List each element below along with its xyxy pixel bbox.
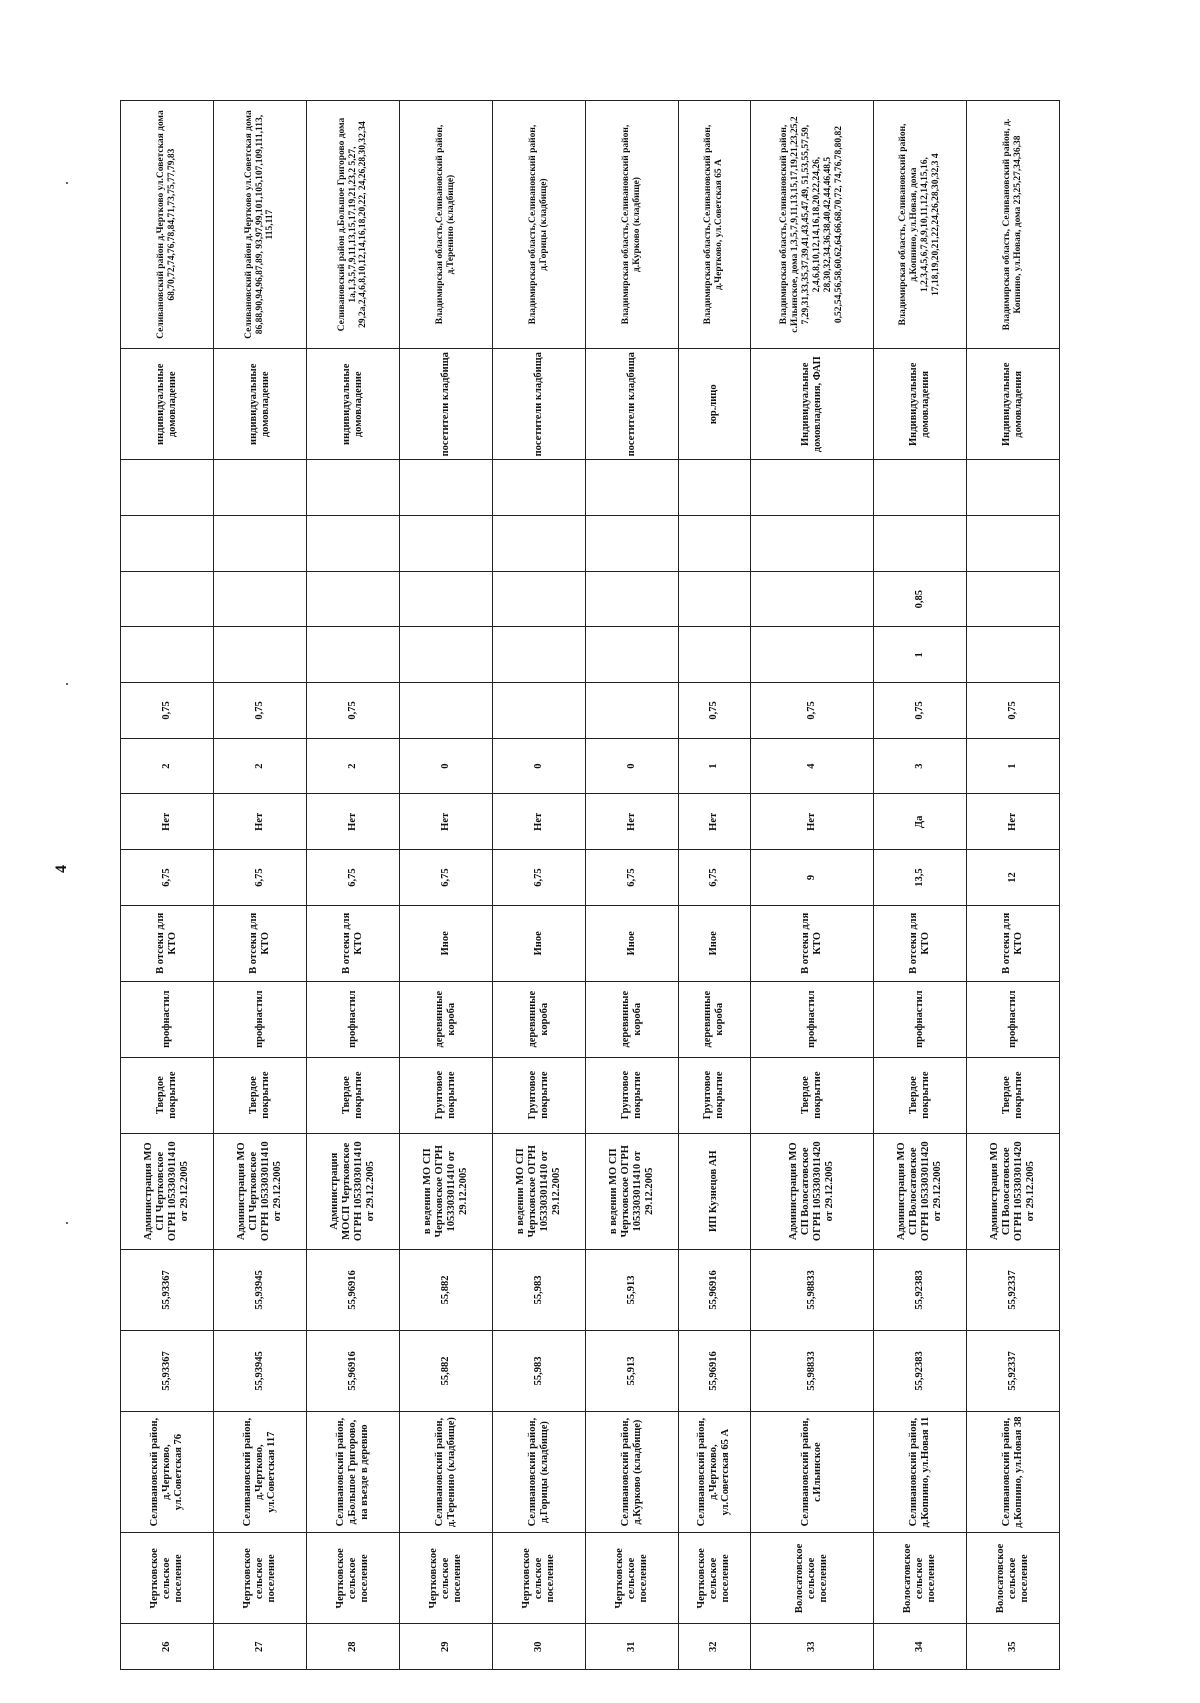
table-row (873, 101, 966, 1670)
row-number: 26 (121, 1624, 214, 1670)
surface-cell: Грунтовое покрытие (492, 1057, 585, 1133)
empty-cell-b (966, 460, 1059, 516)
extra-count-cell: 1 (873, 627, 966, 683)
area-cell: 6,75 (306, 850, 399, 906)
table-row (306, 101, 399, 1670)
area-cell: 6,75 (399, 850, 492, 906)
fence-cell: профнастил (873, 981, 966, 1057)
location-cell: Селивановский район, д.Чертково, ул.Советская 117 (213, 1411, 306, 1532)
surface-cell: Твердое покрытие (750, 1057, 873, 1133)
latitude-cell: 55,882 (399, 1330, 492, 1411)
users-cell: индивидуальные домовладение (213, 349, 306, 460)
empty-cell-a (492, 516, 585, 572)
fence-cell: деревянные короба (399, 981, 492, 1057)
row-number: 29 (399, 1624, 492, 1670)
extra-volume-cell (121, 571, 214, 627)
canopy-cell: Нет (399, 794, 492, 850)
empty-cell-b (213, 460, 306, 516)
volume-cell: 0,75 (678, 683, 750, 739)
empty-cell-a (750, 516, 873, 572)
surface-cell: Твердое покрытие (213, 1057, 306, 1133)
table-row (399, 101, 492, 1670)
surface-cell: Грунтовое покрытие (585, 1057, 678, 1133)
row-number: 35 (966, 1624, 1059, 1670)
addresses-cell: Селивановский район д.Чертково ул.Советская дома 68,70,72,74,76,78,84,71,73,75,77,79,83 (121, 101, 214, 349)
area-cell: 6,75 (678, 850, 750, 906)
canopy-cell: Нет (121, 794, 214, 850)
count-cell: 1 (966, 738, 1059, 794)
fence-cell: профнастил (750, 981, 873, 1057)
volume-cell: 0,75 (966, 683, 1059, 739)
settlement-cell: Чертковское сельское поселение (678, 1533, 750, 1624)
latitude-cell: 55,96916 (306, 1330, 399, 1411)
location-cell: Селивановский район, д.Большое Григорово, на въезде в деревню (306, 1411, 399, 1532)
location-cell: Селивановский район, д.Чертково, ул.Советская 65 А (678, 1411, 750, 1532)
settlement-cell: Волосатовское сельское поселение (750, 1533, 873, 1624)
owner-cell: в ведении МО СП Чертковское ОГРН 1053303011410 от 29.12.2005 (492, 1133, 585, 1249)
canopy-cell: Нет (306, 794, 399, 850)
extra-count-cell (399, 627, 492, 683)
page-number: 4 (53, 865, 70, 873)
users-cell: посетители кладбища (585, 349, 678, 460)
extra-volume-cell (966, 571, 1059, 627)
row-number: 30 (492, 1624, 585, 1670)
count-cell: 2 (306, 738, 399, 794)
extra-volume-cell (306, 571, 399, 627)
count-cell: 2 (121, 738, 214, 794)
fence-cell: профнастил (306, 981, 399, 1057)
owner-cell: в ведении МО СП Чертковское ОГРН 1053303011410 от 29.12.2005 (399, 1133, 492, 1249)
longitude-cell: 55,96916 (678, 1249, 750, 1330)
fence-cell: деревянные короба (678, 981, 750, 1057)
empty-cell-b (873, 460, 966, 516)
location-cell: Селивановский район, д.Курково (кладбище) (585, 1411, 678, 1532)
empty-cell-a (399, 516, 492, 572)
users-cell: Индивидуальные домовладения (873, 349, 966, 460)
addresses-cell: Селивановский район д.Большое Григорово дома 1а,1,3,5,7,9,11,13,15,17,19,21,23,2 5,27, 29,2а,2,4,6,8,10,12,14,16,18,20,22, 24,26,28,30,32,34 (306, 101, 399, 349)
extra-count-cell (678, 627, 750, 683)
owner-cell: Администрация МО СП Чертковское ОГРН 1053303011410 от 29.12.2005 (213, 1133, 306, 1249)
row-number: 32 (678, 1624, 750, 1670)
addresses-cell: Селивановский район д.Чертково ул.Советская дома 86,88,90,94,96,87,89, 93,97,99,101,105,107,109,111,113, 115,117 (213, 101, 306, 349)
surface-cell: Твердое покрытие (306, 1057, 399, 1133)
settlement-cell: Чертковское сельское поселение (213, 1533, 306, 1624)
container-cell: В отсеки для КТО (306, 905, 399, 981)
addresses-cell: Владимирская область,Селивановский район, д.Теренино (кладбище) (399, 101, 492, 349)
latitude-cell: 55,92383 (873, 1330, 966, 1411)
extra-count-cell (966, 627, 1059, 683)
empty-cell-a (678, 516, 750, 572)
addresses-cell: Владимирская область,Селивановский район, д.Чертково, ул.Советская 65 А (678, 101, 750, 349)
area-cell: 6,75 (585, 850, 678, 906)
volume-cell: 0,75 (750, 683, 873, 739)
canopy-cell: Нет (678, 794, 750, 850)
longitude-cell: 55,93367 (121, 1249, 214, 1330)
latitude-cell: 55,92337 (966, 1330, 1059, 1411)
empty-cell-a (306, 516, 399, 572)
location-cell: Селивановский район, д.Теренино (кладбище) (399, 1411, 492, 1532)
container-cell: Иное (585, 905, 678, 981)
count-cell: 2 (213, 738, 306, 794)
scan-dot (66, 1222, 68, 1224)
extra-volume-cell (213, 571, 306, 627)
settlement-cell: Чертковское сельское поселение (306, 1533, 399, 1624)
container-cell: Иное (492, 905, 585, 981)
latitude-cell: 55,93945 (213, 1330, 306, 1411)
area-cell: 9 (750, 850, 873, 906)
scan-dot (66, 683, 68, 685)
fence-cell: деревянные короба (585, 981, 678, 1057)
fence-cell: деревянные короба (492, 981, 585, 1057)
empty-cell-a (873, 516, 966, 572)
settlement-cell: Чертковское сельское поселение (492, 1533, 585, 1624)
location-cell: Селивановский район, д.Чертково, ул.Советская 76 (121, 1411, 214, 1532)
extra-volume-cell (585, 571, 678, 627)
scan-dot (66, 182, 68, 184)
location-cell: Селивановский район, с.Ильинское (750, 1411, 873, 1532)
volume-cell: 0,75 (213, 683, 306, 739)
extra-volume-cell (678, 571, 750, 627)
location-cell: Селивановский район, д.Горицы (кладбище) (492, 1411, 585, 1532)
count-cell: 0 (399, 738, 492, 794)
volume-cell (399, 683, 492, 739)
longitude-cell: 55,882 (399, 1249, 492, 1330)
latitude-cell: 55,93367 (121, 1330, 214, 1411)
area-cell: 6,75 (213, 850, 306, 906)
longitude-cell: 55,92337 (966, 1249, 1059, 1330)
volume-cell: 0,75 (306, 683, 399, 739)
users-cell: юр.лицо (678, 349, 750, 460)
canopy-cell: Нет (585, 794, 678, 850)
row-number: 34 (873, 1624, 966, 1670)
longitude-cell: 55,913 (585, 1249, 678, 1330)
canopy-cell: Нет (492, 794, 585, 850)
settlement-cell: Волосатовское сельское поселение (966, 1533, 1059, 1624)
rotated-table-sheet (120, 100, 1060, 1670)
row-number: 33 (750, 1624, 873, 1670)
owner-cell: Администрация МОСП Чертковское ОГРН 1053303011410 от 29.12.2005 (306, 1133, 399, 1249)
addresses-cell: Владимирская область, Селивановский район, д. Копнино, ул.Новая, дома 23,25,27,34,36,38 (966, 101, 1059, 349)
row-number: 27 (213, 1624, 306, 1670)
longitude-cell: 55,93945 (213, 1249, 306, 1330)
addresses-cell: Владимирская область,Селивановский район, д.Курково (кладбище) (585, 101, 678, 349)
empty-cell-a (966, 516, 1059, 572)
owner-cell: в ведении МО СП Чертковское ОГРН 1053303011410 от 29.12.2005 (585, 1133, 678, 1249)
area-cell: 6,75 (121, 850, 214, 906)
empty-cell-b (678, 460, 750, 516)
extra-volume-cell: 0,85 (873, 571, 966, 627)
extra-volume-cell (750, 571, 873, 627)
surface-cell: Твердое покрытие (873, 1057, 966, 1133)
waste-sites-table (120, 100, 1060, 1670)
addresses-cell: Владимирская область,Селивановский район, с.Ильинское, дома 1,3,5,7,9,11,13,15,17,19,21,23,25,2 7,29,31,33,35,37,39,41,43,45,47,49, 51,53,55,57,59, 2,4,6,8,10,12,14,16,18,20,22,24,26, 28,30,32,34,36,38,40,42,44,46,48,5 0,52,54,56,58,60,62,64,66,68,70,72, 74,76,78,80,82 (750, 101, 873, 349)
area-cell: 12 (966, 850, 1059, 906)
extra-count-cell (121, 627, 214, 683)
fence-cell: профнастил (966, 981, 1059, 1057)
empty-cell-b (492, 460, 585, 516)
longitude-cell: 55,96916 (306, 1249, 399, 1330)
settlement-cell: Волосатовское сельское поселение (873, 1533, 966, 1624)
row-number: 31 (585, 1624, 678, 1670)
latitude-cell: 55,913 (585, 1330, 678, 1411)
extra-count-cell (306, 627, 399, 683)
surface-cell: Грунтовое покрытие (399, 1057, 492, 1133)
owner-cell: ИП Кузнецов АН (678, 1133, 750, 1249)
empty-cell-b (121, 460, 214, 516)
row-number: 28 (306, 1624, 399, 1670)
empty-cell-b (585, 460, 678, 516)
canopy-cell: Нет (966, 794, 1059, 850)
table-row (678, 101, 750, 1670)
owner-cell: Администрация МО СП Волосатовское ОГРН 1053303011420 от 29.12.2005 (750, 1133, 873, 1249)
latitude-cell: 55,983 (492, 1330, 585, 1411)
container-cell: В отсеки для КТО (750, 905, 873, 981)
longitude-cell: 55,98833 (750, 1249, 873, 1330)
users-cell: посетители кладбища (492, 349, 585, 460)
surface-cell: Твердое покрытие (121, 1057, 214, 1133)
extra-volume-cell (399, 571, 492, 627)
table-row (121, 101, 214, 1670)
settlement-cell: Чертковское сельское поселение (121, 1533, 214, 1624)
count-cell: 0 (492, 738, 585, 794)
settlement-cell: Чертковское сельское поселение (585, 1533, 678, 1624)
table-row (750, 101, 873, 1670)
empty-cell-a (121, 516, 214, 572)
area-cell: 6,75 (492, 850, 585, 906)
location-cell: Селивановский район, д.Копнино, ул.Новая 38 (966, 1411, 1059, 1532)
fence-cell: профнастил (121, 981, 214, 1057)
table-row (213, 101, 306, 1670)
owner-cell: Администрация МО СП Чертковское ОГРН 1053303011410 от 29.12.2005 (121, 1133, 214, 1249)
count-cell: 0 (585, 738, 678, 794)
container-cell: В отсеки для КТО (873, 905, 966, 981)
latitude-cell: 55,96916 (678, 1330, 750, 1411)
canopy-cell: Нет (213, 794, 306, 850)
canopy-cell: Да (873, 794, 966, 850)
users-cell: посетители кладбища (399, 349, 492, 460)
table-row (966, 101, 1059, 1670)
volume-cell (585, 683, 678, 739)
empty-cell-a (585, 516, 678, 572)
container-cell: В отсеки для КТО (966, 905, 1059, 981)
fence-cell: профнастил (213, 981, 306, 1057)
volume-cell (492, 683, 585, 739)
users-cell: индивидуальные домовладение (306, 349, 399, 460)
longitude-cell: 55,983 (492, 1249, 585, 1330)
container-cell: Иное (678, 905, 750, 981)
table-row (585, 101, 678, 1670)
volume-cell: 0,75 (873, 683, 966, 739)
extra-count-cell (213, 627, 306, 683)
location-cell: Селивановский район, д.Копнино, ул.Новая 11 (873, 1411, 966, 1532)
owner-cell: Администрация МО СП Волосатовское ОГРН 1053303011420 от 29.12.2005 (966, 1133, 1059, 1249)
users-cell: Индивидуальные домовладения, ФАП (750, 349, 873, 460)
empty-cell-b (399, 460, 492, 516)
surface-cell: Грунтовое покрытие (678, 1057, 750, 1133)
extra-count-cell (750, 627, 873, 683)
volume-cell: 0,75 (121, 683, 214, 739)
latitude-cell: 55,98833 (750, 1330, 873, 1411)
addresses-cell: Владимирская область, Селивановский район, д.Копнино, ул.Новая, дома 1,2,3,4,5,6,7,8,9,10,11,12,14,15,16, 17,18,19,20,21,22,24,26,28,30,32,3 4 (873, 101, 966, 349)
extra-count-cell (492, 627, 585, 683)
count-cell: 4 (750, 738, 873, 794)
extra-volume-cell (492, 571, 585, 627)
users-cell: индивидуальные домовладение (121, 349, 214, 460)
addresses-cell: Владимирская область,Селивановский район, д.Горицы (кладбище) (492, 101, 585, 349)
surface-cell: Твердое покрытие (966, 1057, 1059, 1133)
canopy-cell: Нет (750, 794, 873, 850)
count-cell: 1 (678, 738, 750, 794)
empty-cell-a (213, 516, 306, 572)
users-cell: Индивидуальные домовладения (966, 349, 1059, 460)
area-cell: 13,5 (873, 850, 966, 906)
longitude-cell: 55,92383 (873, 1249, 966, 1330)
container-cell: В отсеки для КТО (213, 905, 306, 981)
extra-count-cell (585, 627, 678, 683)
settlement-cell: Чертковское сельское поселение (399, 1533, 492, 1624)
container-cell: Иное (399, 905, 492, 981)
empty-cell-b (306, 460, 399, 516)
count-cell: 3 (873, 738, 966, 794)
container-cell: В отсеки для КТО (121, 905, 214, 981)
empty-cell-b (750, 460, 873, 516)
table-row (492, 101, 585, 1670)
owner-cell: Администрация МО СП Волосатовское ОГРН 1053303011420 от 29.12.2005 (873, 1133, 966, 1249)
